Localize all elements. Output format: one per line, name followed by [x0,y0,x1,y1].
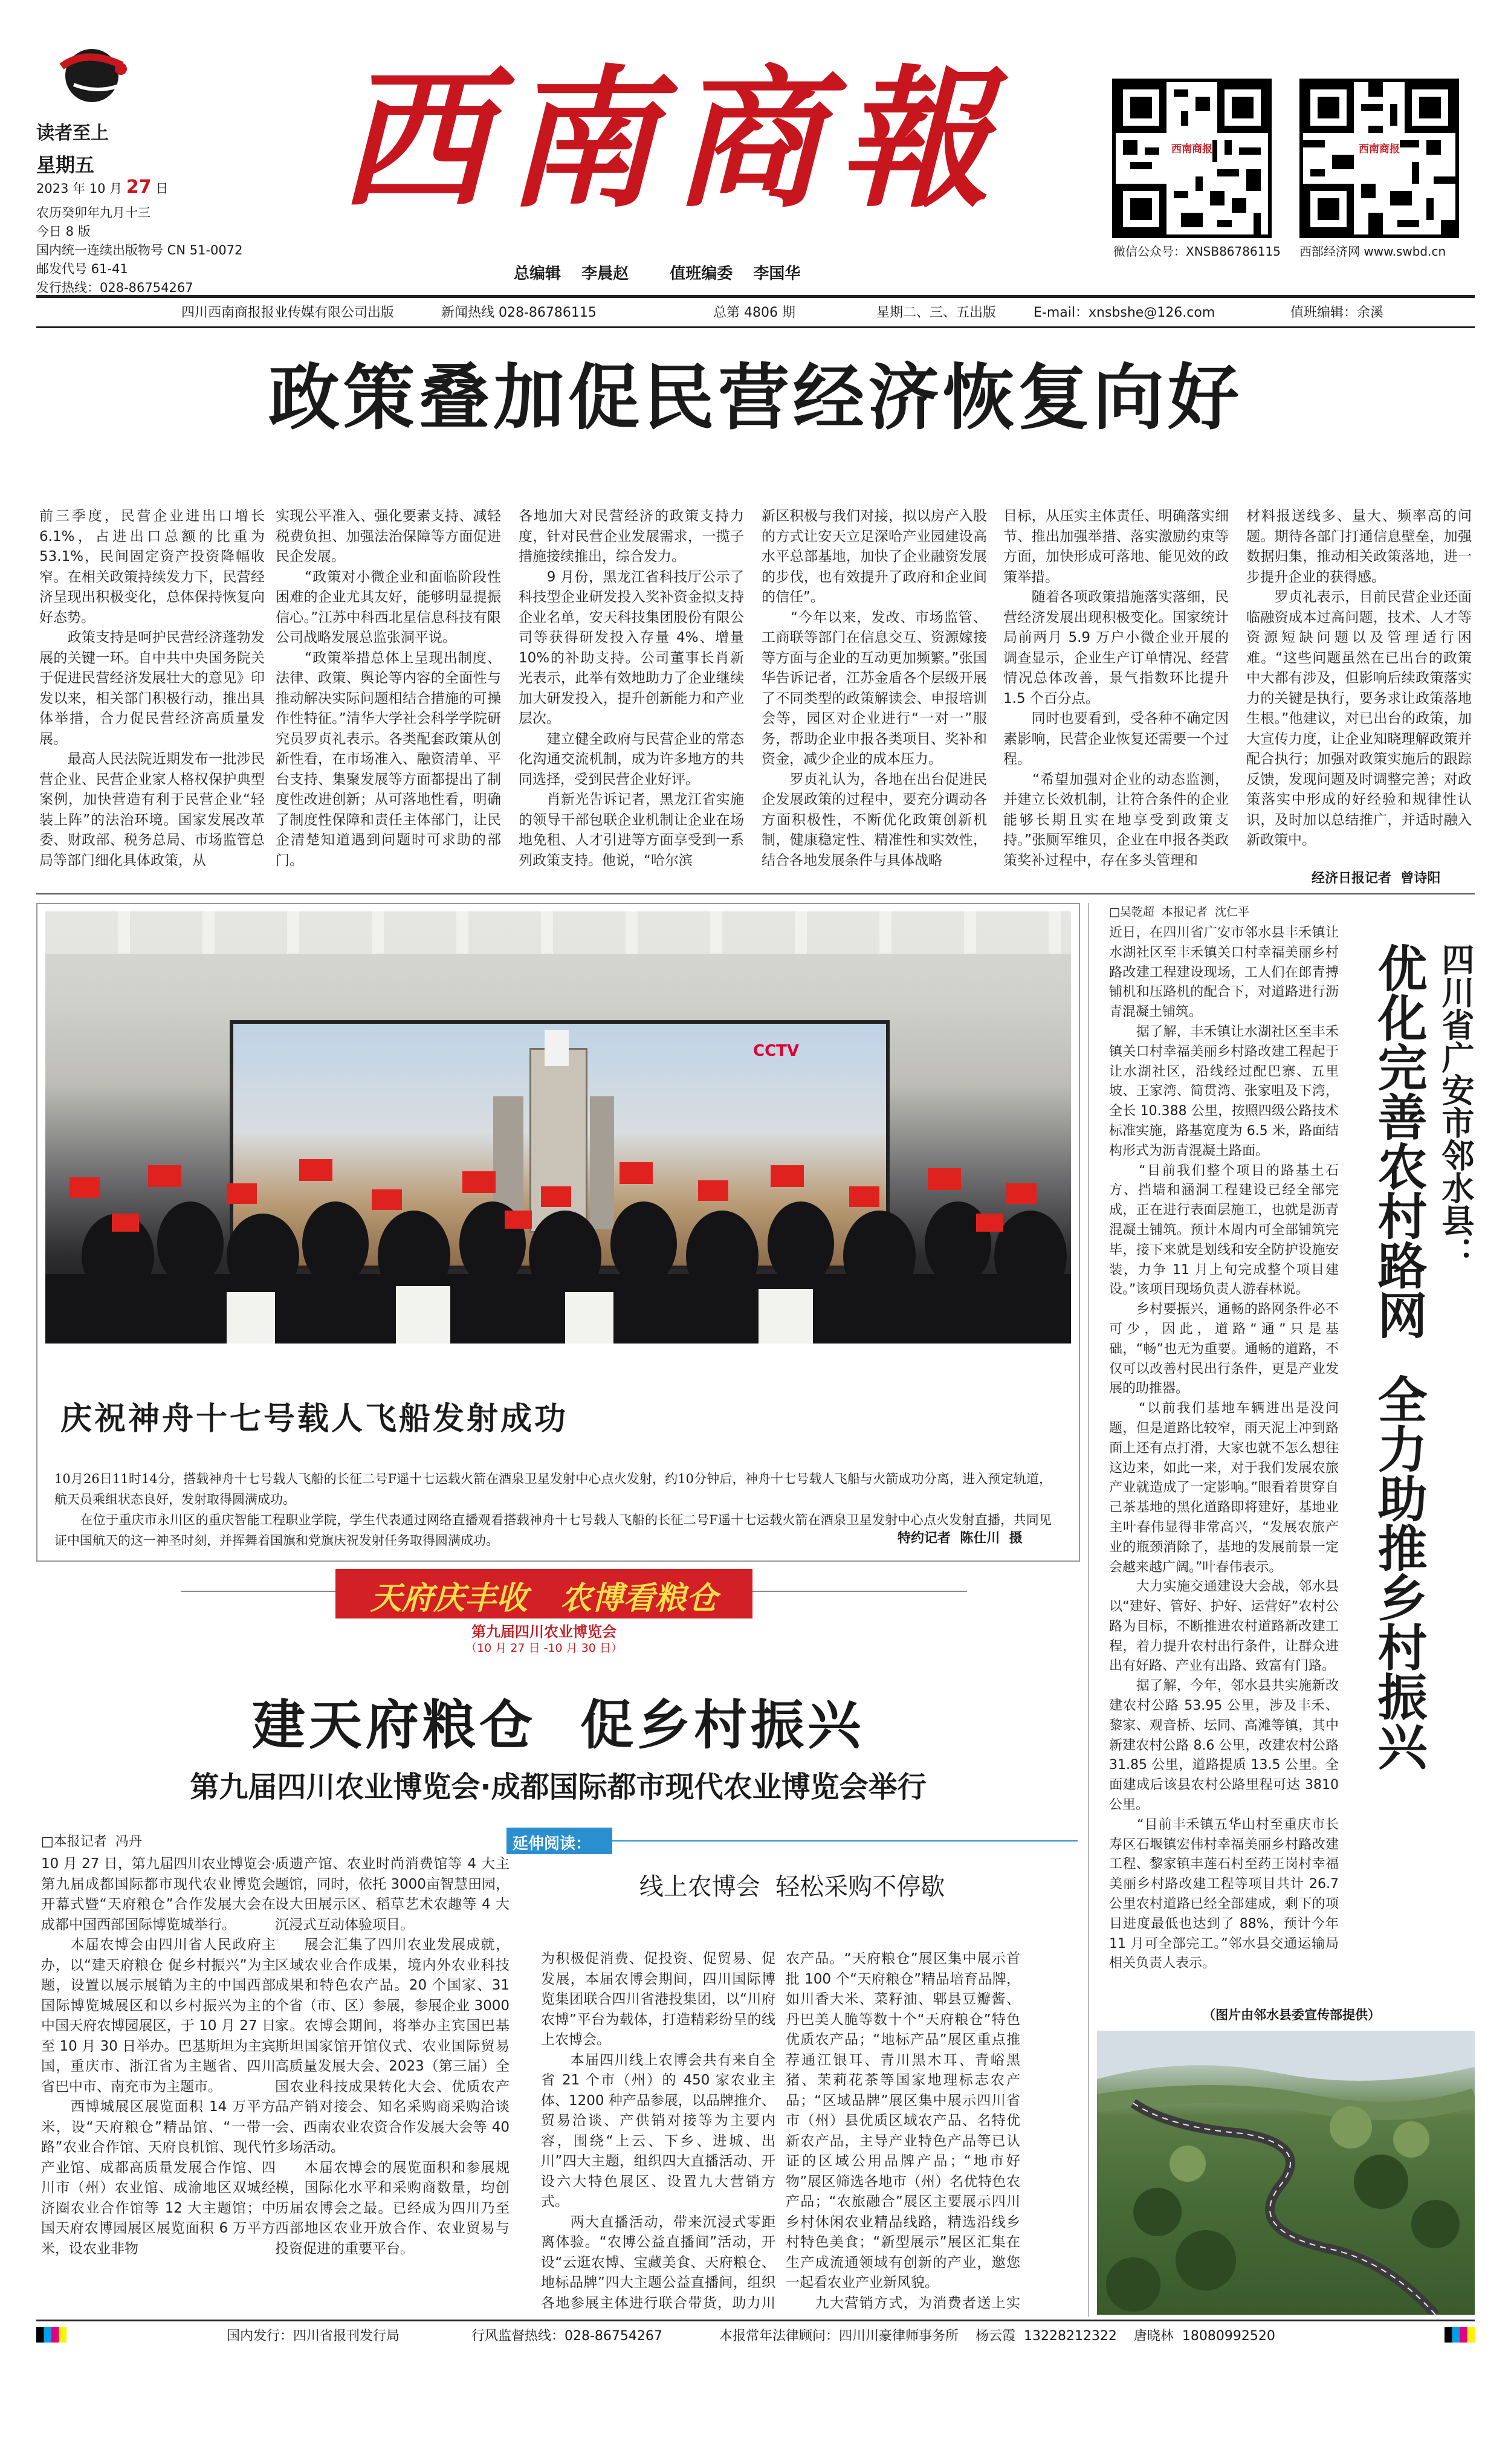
duty-editor: 值班编辑：余溪 [1290,305,1384,320]
crowd-with-flags [45,1153,1071,1344]
wechat-qr-icon [1112,79,1272,238]
lead-column-6: 材料报送线多、量大、频率高的问题。期待各部门打通信息壁垒，加强数据归集，推动相关政策落地，进一步提升企业的获得感。 罗贞礼表示，目前民营企业还面临融资成本过高问题，技术、人才等资源短缺问题以及管理适行困难。“这些问题虽然在已出台的政策中大都有涉及，但影响后续政策落实力的关键是执行，要务求让政策落地生根。”他建议，对已出台的政策，加大宣传力度，让企业知晓理解政策并配合执行；加强对政策实施后的跟踪反馈，发现问题及时调整完善；对政策落实中形成的好经验和规律性认识，及时加以总结推广，并适时融入新政策中。 [1246,508,1472,848]
lead-headline: 政策叠加促民营经济恢复向好 [268,355,1243,439]
launch-viewing-photo [45,911,1071,1344]
expo-slogan: 天府庆丰收 农博看粮仓 [370,1580,718,1617]
color-bar-right [1445,2327,1475,2343]
cn-number: 国内统一连续出版物号 CN 51-0072 [36,243,243,257]
publish-days: 星期二、三、五出版 [876,305,997,320]
weekday: 星期五 [36,154,95,176]
info-bar-rule [36,326,1475,328]
extension-column-2: 农产品。“天府粮仓”展区集中展示首批 100 个“天府粮仓”精品培育品牌，如川香大米、菜籽油、郫县豆瓣酱、丹巴美人脆等数十个“天府粮仓”特色优质农产品；“地标产品”展区重点推荐通江银耳、青川黑木耳、青峪黑猪、茉莉花茶等国家地理标志农产品；“区域品牌”展区集中展示四川省市（州）县优质区域农产品、名特优新农产品，主导产业特色产品等已认证的区域公用品牌产品；“地市好物”展区筛选各地市（州）名优特色农产品；“农旅融合”展区主要展示四川乡村休闲农业精品线路，精选沿线乡村特色美食；“新型展示”展区汇集在生产成流通领域有创新的产业，邀您一起看农业产业新风貌。 九大营销方式，为消费者送上实 [786,1951,1020,2310]
newspaper-title: 西南商報 [338,50,1006,228]
issue-number: 总第 4806 期 [713,305,795,320]
rural-road-photo [1097,2031,1475,2315]
lunar-date: 农历癸卯年九月十三 [36,205,150,220]
photo-credit: 特约记者 陈仕川 摄 [898,1531,1023,1546]
photo-caption-body: 10月26日11时14分，搭载神舟十七号载人飞船的长征二号F遥十七运载火箭在酒泉卫星发射中心点火发射，约10分钟后，神舟十七号载人飞船与火箭成功分离，进入预定轨道，航天员乘组状态良好，发射取得圆满成功。 在位于重庆市永川区的重庆智能工程职业学院，学生代表通过网络直播观看搭载神舟十七号载人飞船的长征二号F遥十七运载火箭在酒泉卫星发射中心点火发射直播，共同见证中国航天的这一神圣时刻，并挥舞着国旗和党旗庆祝发射任务取得圆满成功。 [54,1472,1052,1548]
date-day: 27 [126,176,152,198]
extension-title: 线上农博会 轻松采购不停歇 [639,1873,945,1901]
screen-channel-logo: CCTV [753,1042,800,1060]
side-headline: 优化完善农村路网 全力助推乡村振兴 [1370,943,1428,1771]
side-photo-credit: （图片由邻水县委宣传部提供） [1203,2008,1380,2022]
expo-column-2: 质遗产馆、农业时尚消费馆等 4 大主题馆，同时，依托 3000亩智慧田园，设大田展示区、稻草艺术农趣等 4 大沉浸式互动体验项目。 展会汇集了四川农业发展成就，区域农业合作成果，境内外农业科技成果和特色农产品。20 个国家、31 个省（市、区）参展，参展企业 3000 家。农博会期间，将举办主宾国巴基斯坦国家馆开馆仪式、农业国际贸易高质量发展大会、2023（第三届）全国农业科技成果转化大会、优质农产品产销对接会、知名采购商采购洽谈会、西南农业农资合作发展大会等 40 多场活动。 本届农博会的展览面积和参展规模，国际化水平和采购商数量，均创历届农博会之最。已经成为四川乃至西部地区农业开放合作、农业贸易与投资促进的重要平台。 [275,1856,510,2257]
postal-code: 邮发代号 61-41 [36,262,128,276]
photo-caption-title: 庆祝神舟十七号载人飞船发射成功 [60,1400,569,1437]
expo-subheadline: 第九届四川农业博览会·成都国际都市现代农业博览会举行 [190,1770,927,1804]
expo-headline: 建天府粮仓 促乡村振兴 [251,1693,865,1756]
news-hotline: 新闻热线 028-86786115 [441,305,597,320]
extension-label-box [506,1828,612,1854]
expo-byline: □本报记者 冯丹 [41,1834,142,1849]
side-body: 近日，在四川省广安市邻水县丰禾镇让水湖社区至丰禾镇关口村幸福美丽乡村路改建工程建设现场，工人们在郎青搏铺机和压路机的配合下，对道路进行沥青混凝土铺筑。 据了解，丰禾镇让水湖社区至丰禾镇关口村幸福美丽乡村路改建工程起于让水湖社区，沿线经过配巴寨、五里坡、王家湾、简贯湾、张家咀及下湾，全长 10.388 公里，按照四级公路技术标准实施，路基宽度为 6.5 米，路面结构形式为沥青混凝土路面。 “目前我们整个项目的路基土石方、挡墙和涵洞工程建设已经全部完成，正在进行表面层施工，也就是沥青混凝土铺筑。预计本周内可全部铺筑完毕，接下来就是划线和安全防护设施安装，力争 11 月上旬完成整个项目建设。”该项目现场负责人游春林说。 乡村要振兴，通畅的路网条件必不可少，因此，道路“通”只是基础，“畅”也无为重要。通畅的道路，不仅可以改善村民出行条件，更是产业发展的助推器。 “以前我们基地车辆进出是没问题，但是道路比较窄，雨天泥土冲到路面上还有点打滑，大家也就不怎么想往这边来，如此一来，对于我们发展农旅产业就造成了一定影响。”眼看着贯穿自己茶基地的黑化道路即将建好，基地业主叶春伟显得非常高兴，“发展农旅产业的瓶颈消除了，基地的发展前景一定会越来越广阔。”叶春伟表示。 大力实施交通建设大会战，邻水县以“建好、管好、护好、运营好”农村公路为目标，不断推进农村道路新改建工程，着力提升农村出行条件，让群众进出有好路、产业有出路、致富有门路。 据了解，今年，邻水县共实施新改建农村公路 53.95 公里，涉及丰禾、黎家、观音桥、坛同、高滩等镇，其中新建农村公路 8.6 公里，改建农村公路 31.85 公里，道路提质 13.5 公里。全面建成后该县农村公路里程可达 3810 公里。 “目前丰禾镇五华山村至重庆市长寿区石堰镇宏伟村幸福美丽乡村路改建工程、黎家镇丰莲石村至药王岗村幸福美丽乡村路改建工程等项目共计 26.7 公里农村道路已经全部建成，剩下的项目进度最低也达到了 88%，预计今年 11 月可全部完工。”邻水县交通运输局相关负责人表示。 [1109,925,1339,1971]
newspaper-logo [50,42,140,115]
side-kicker: 四川省广安市邻水县： [1437,943,1475,1269]
extension-label: 延伸阅读： [513,1835,592,1853]
footer-legal-counsel: 本报常年法律顾问：四川川豪律师事务所 杨云霞 13228212322 唐晓林 18080992520 [719,2329,1275,2344]
lead-column-1: 前三季度，民营企业进出口增长6.1%，占进出口总额的比重为53.1%，民间固定资产投资降幅收窄。在相关政策持续发力下，民营经济呈现出积极变化，总体保持恢复向好态势。 政策支持是呵护民营经济蓬勃发展的关键一环。自中共中央国务院关于促进民营经济发展壮大的意见》印发以来，相关部门积极行动，推出具体举措，合力促民营经济高质量发展。 最高人民法院近期发布一批涉民营企业、民营企业家人格权保护典型案例，加快营造有利于民营企业“轻装上阵”的法治环境。国家发展改革委、财政部、税务总局、市场监管总局等部门细化具体政策，从 [39,508,265,868]
lead-credit: 经济日报记者 曾诗阳 [1312,871,1441,886]
expo-dates: （10 月 27 日 -10 月 30 日） [465,1641,623,1655]
issue-date [36,176,168,198]
side-byline: □吴乾超 本报记者 沈仁平 [1109,905,1250,919]
footer-hotline: 行风监督热线：028-86754267 [471,2329,662,2344]
wechat-qr-label: 微信公众号：XNSB86786115 [1113,244,1281,259]
email-link[interactable]: E-mail：xnsbshe@126.com [1034,305,1215,320]
edition-count: 今日 8 版 [36,224,91,239]
expo-column-1: 10 月 27 日，第九届四川农业博览会·第九届成都国际都市现代农业博览会开幕式暨“天府粮仓”合作发展大会在成都中国西部国际博览城举行。 本届农博会由四川省人民政府主办，以“建天府粮仓 促乡村振兴”为主题，设置以展示展销为主的中国西部国际博览城展区和以乡村振兴为主的中国天府农博园展区，于 10 月 27 日至 10 月 30 日举办。巴基斯坦为主宾国，重庆市、浙江省为主题省、四川省巴中市、南充市为主题市。 西博城展区展览面积 14 万平方米，设“天府粮仓”精品馆、“一带一路”农业合作馆、天府良机馆、现代竹产业馆、成都高质量发展合作馆、四川市（州）农业馆、成渝地区双城经济圈农业合作馆等 12 大主题馆；中国天府农博园展区展览面积 6 万平方米，设农业非物 [41,1856,276,2257]
expo-subtitle: 第九届四川农业博览会 [471,1623,616,1640]
editor-credits: 总编辑 李晨赵 值班编委 李国华 [514,265,801,283]
lead-column-5: 目标，从压实主体责任、明确落实细节、推出加强举措、落实激励约束等方面，加快形成可落地、能见效的政策举措。 随着各项政策措施落实落细，民营经济发展出现积极变化。国家统计局前两月 5.9 万户小微企业开展的调查显示，企业生产订单情况、经营情况总体改善，景气指数环比提升 1.5 个百分点。 同时也要看到，受各种不确定因素影响，民营企业恢复还需要一个过程。 “希望加强对企业的动态监测，并建立长效机制，让符合条件的企业能够长期且实在地享受到政策支持。”张厕军维贝，企业在申报各类政策奖补过程中，存在多头管理和 [1003,508,1229,868]
footer-rule [36,2320,1475,2321]
lead-column-4: 新区积极与我们对接，拟以房产入股的方式让安天立足深哈产业园建设高水平总部基地，加快了企业融资发展的步伐，也有效提升了政府和企业间的信任”。 “今年以来，发改、市场监管、工商联等部门在信息交互、资源嫁接等方面与企业的互动更加频繁。”张国华告诉记者，江苏金盾各个层级开展了不同类型的政策解读会、申报培训会等，园区对企业进行“一对一”服务，帮助企业申报各类项目、奖补和资金，减少企业的成本压力。 罗贞礼认为，各地在出台促进民企发展政策的过程中，要充分调动各方面积极性，不断优化政策创新机制，健康稳定性、精准性和实效性，结合各地发展条件与具体战略 [762,508,987,868]
slogan: 读者至上 [36,123,109,144]
lead-column-3: 各地加大对民营经济的政策支持力度，针对民营企业发展需求，一揽子措施接续推出，综合发力。 9 月份，黑龙江省科技厅公示了科技型企业研发投入奖补资金拟支持企业名单，安天科技集团股份有限公司等获得研发投入存量 4%、增量 10%的补助支持。公司董事长肖新光表示，此举有效地助力了企业继续加大研发投入，提升创新能力和产业层次。 建立健全政府与民营企业的常态化沟通交流机制，成为许多地方的共同选择，受到民营企业好评。 肖新光告诉记者，黑龙江省实施的领导干部包联企业机制让企业在场地免租、人才引进等方面享受到一系列政策支持。他说，“哈尔滨 [519,508,744,868]
extension-column-1: 为积极促消费、促投资、促贸易、促发展，本届农博会期间，四川国际博览集团联合四川省港投集团，以“川府农博”平台为载体，打造精彩纷呈的线上农博会。 本届四川线上农博会共有来自全省 21 个市（州）的 450 家农业主体、1200 种产品参展，以品牌推介、贸易洽谈、产供销对接等为主要内容，围绕“上云、下乡、进城、出川”四大主题，组织四大直播活动、开设六大特色展区、设置九大营销方式。 两大直播活动，带来沉浸式零距离体验。“农博公益直播间”活动，开设“云逛农博、宝藏美食、天府粮仓、地标品牌”四大主题公益直播间，组织各地参展主体进行联合带货，助力川 [541,1951,775,2310]
lead-column-2: 实现公平准入、强化要素支持、减轻税费负担、加强法治保障等方面促进民企发展。 “政策对小微企业和面临阶段性困难的企业尤其友好，能够明显提振信心。”江苏中科西北星信息科技有限公司战略发展总监张洞平说。 “政策举措总体上呈现出制度、法律、政策、舆论等内容的全面性与推动解决实际问题相结合措施的可操作性特征。”清华大学社会科学学院研究员罗贞礼表示。各类配套政策从创新性看，在市场准入、融资清单、平台支持、集聚发展等方面都提出了制度性改进创新；从可落地性看，明确了制度性保障和责任主体部门，让民企清楚知道遇到问题时可求助的部门。 [276,508,501,868]
side-divider [1088,903,1089,2317]
date-prefix: 2023 年 10 月 [36,181,123,196]
top-rule [36,295,1475,298]
date-suffix: 日 [155,181,169,196]
extension-rule [612,1840,1078,1842]
website-qr-icon [1299,79,1459,238]
distribution-phone: 发行热线：028-86754267 [36,280,193,295]
lead-divider [36,893,1475,894]
expo-banner [335,1569,752,1618]
qr-seal-text-2: 西南商报 [1359,140,1400,176]
footer-distribution: 国内发行：四川省报刊发行局 [227,2329,400,2344]
website-qr-label: 西部经济网 www.swbd.cn [1299,244,1446,259]
color-bar-left [36,2327,66,2343]
publisher: 四川西南商报报业传媒有限公司出版 [181,305,395,320]
qr-seal-text: 西南商报 [1171,140,1212,176]
